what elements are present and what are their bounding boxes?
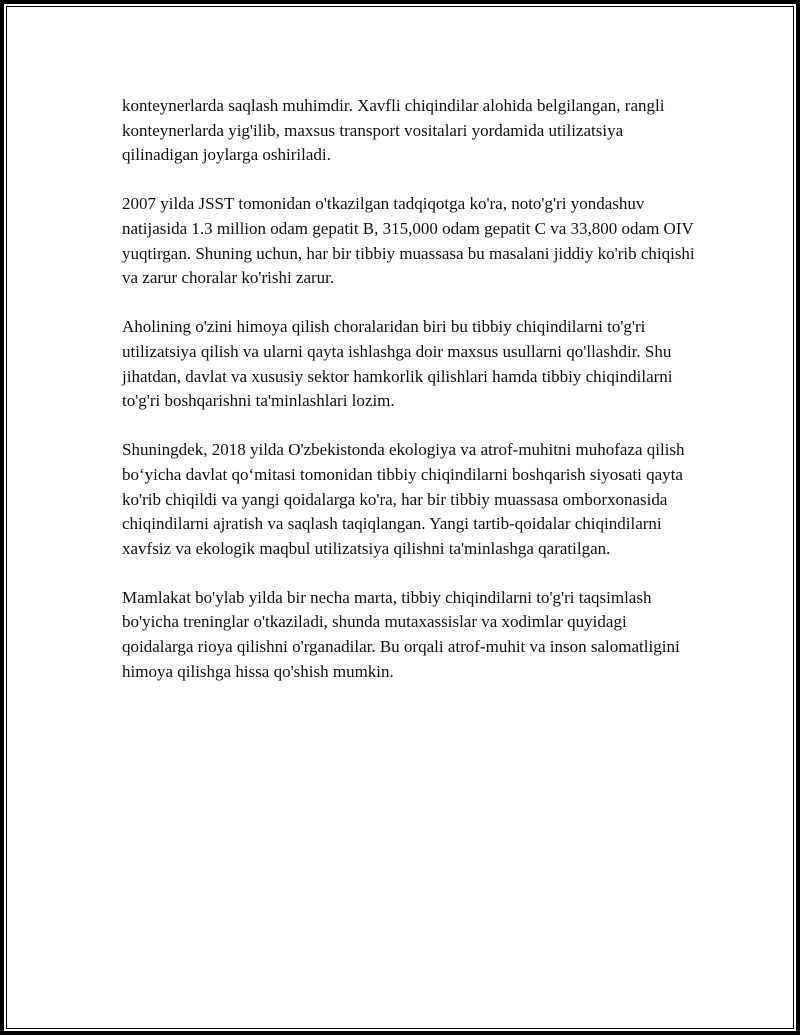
paragraph-2: 2007 yilda JSST tomonidan o'tkazilgan tadqiqotga ko'ra, noto'g'ri yondashuv natijasida 1.3 million odam gepatit B, 315,000 odam gepatit C va 33,800 odam OIV yuqtirgan. Shuning uchun, har bir tibbiy muassasa bu masalani jiddiy ko'rib chiqishi va zarur choralar ko'rishi zarur. xyxy=(122,194,695,288)
paragraph-5: Mamlakat bo'ylab yilda bir necha marta, tibbiy chiqindilarni to'g'ri taqsimlash bo'yicha treninglar o'tkaziladi, shunda mutaxassislar va xodimlar quyidagi qoidalarga rioya qilishni o'rganadilar. Bu orqali atrof-muhit va inson salomatligini himoya qilishga hissa qo'shish mumkin. xyxy=(122,587,680,681)
paragraph-3: Aholining o'zini himoya qilish choralaridan biri bu tibbiy chiqindilarni to'g'ri utilizatsiya qilish va ularni qayta ishlashga doir maxsus usullarni qo'llashdir. Shu jihatdan, davlat va xususiy sektor hamkorlik qilishlari hamda tibbiy chiqindilarni to'g'ri boshqarishni ta'minlashlari lozim. xyxy=(122,317,673,411)
paragraph-1: konteynerlarda saqlash muhimdir. Xavfli chiqindilar alohida belgilangan, rangli konteynerlarda yig'ilib, maxsus transport vositalari yordamida utilizatsiya qilinadigan joylarga oshiriladi. xyxy=(122,96,665,165)
document-body xyxy=(122,94,700,709)
paragraph-4: Shuningdek, 2018 yilda O'zbekistonda ekologiya va atrof-muhitni muhofaza qilish bo‘yicha davlat qo‘mitasi tomonidan tibbiy chiqindilarni boshqarish siyosati qayta ko'rib chiqildi va yangi qoidalarga ko'ra, har bir tibbiy muassasa omborxonasida chiqindilarni ajratish va saqlash taqiqlangan. Yangi tartib-qoidalar chiqindilarni xavfsiz va ekologik maqbul utilizatsiya qilishni ta'minlashga qaratilgan. xyxy=(122,440,685,558)
